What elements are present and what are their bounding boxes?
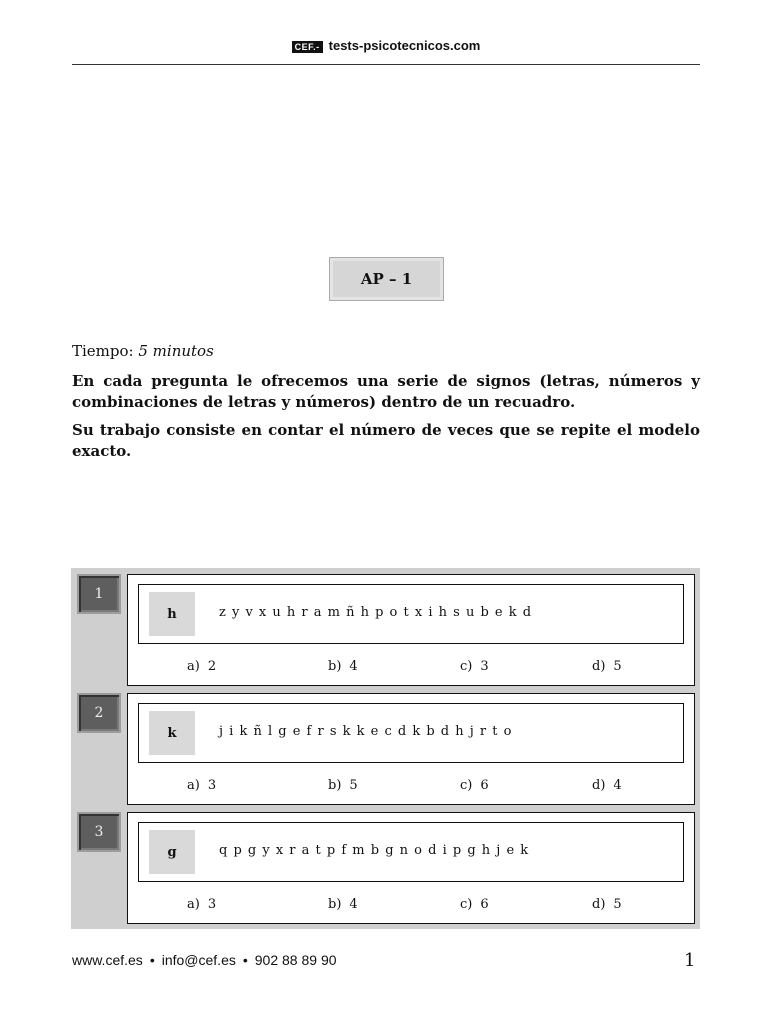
sequence-box [138, 822, 684, 882]
page-footer [72, 952, 337, 968]
answer-options [128, 778, 696, 798]
question-1 [71, 568, 700, 686]
question-number: 3 [77, 812, 121, 852]
option-c[interactable]: c) 6 [460, 897, 489, 912]
question-2 [71, 687, 700, 805]
instruction-paragraph: En cada pregunta le ofrecemos una serie de signos (letras, números y combinaciones de letras y números) dentro de un recuadro. [72, 372, 700, 411]
option-d[interactable]: d) 5 [592, 897, 622, 912]
question-card [127, 693, 695, 805]
separator: • [149, 952, 155, 968]
page-number: 1 [684, 950, 696, 971]
instruction-paragraph: Su trabajo consiste en contar el número de veces que se repite el modelo exacto. [72, 421, 700, 460]
site-name: tests-psicotecnicos.com [328, 38, 481, 53]
sign-sequence: z y v x u h r a m ñ h p o t x i h s u b e k d [219, 605, 533, 620]
option-b[interactable]: b) 4 [328, 897, 358, 912]
option-d[interactable]: d) 4 [592, 778, 622, 793]
option-b[interactable]: b) 4 [328, 659, 358, 674]
footer-email[interactable]: info@cef.es [161, 952, 236, 968]
option-c[interactable]: c) 6 [460, 778, 489, 793]
page-header [72, 38, 700, 53]
footer-website[interactable]: www.cef.es [72, 952, 143, 968]
option-a[interactable]: a) 2 [187, 659, 217, 674]
test-code-box [329, 257, 444, 301]
time-value: 5 minutos [138, 342, 214, 360]
option-d[interactable]: d) 5 [592, 659, 622, 674]
footer-phone: 902 88 89 90 [254, 952, 337, 968]
header-divider [72, 64, 700, 65]
answer-options [128, 897, 696, 917]
model-sign: h [149, 592, 195, 636]
model-sign: g [149, 830, 195, 874]
test-code: AP – 1 [360, 270, 413, 288]
cef-logo: CEF.- [292, 41, 323, 53]
option-c[interactable]: c) 3 [460, 659, 489, 674]
model-sign: k [149, 711, 195, 755]
answer-options [128, 659, 696, 679]
sequence-box [138, 703, 684, 763]
question-3 [71, 806, 700, 924]
time-line [72, 342, 214, 360]
sign-sequence: j i k ñ l g e f r s k k e c d k b d h j r t o [219, 724, 513, 739]
sequence-box [138, 584, 684, 644]
option-b[interactable]: b) 5 [328, 778, 358, 793]
option-a[interactable]: a) 3 [187, 897, 217, 912]
time-label: Tiempo: [72, 342, 134, 360]
option-a[interactable]: a) 3 [187, 778, 217, 793]
question-card [127, 812, 695, 924]
separator: • [242, 952, 248, 968]
sign-sequence: q p g y x r a t p f m b g n o d i p g h j e k [219, 843, 530, 858]
question-card [127, 574, 695, 686]
question-number: 1 [77, 574, 121, 614]
questions-panel [71, 568, 700, 929]
question-number: 2 [77, 693, 121, 733]
